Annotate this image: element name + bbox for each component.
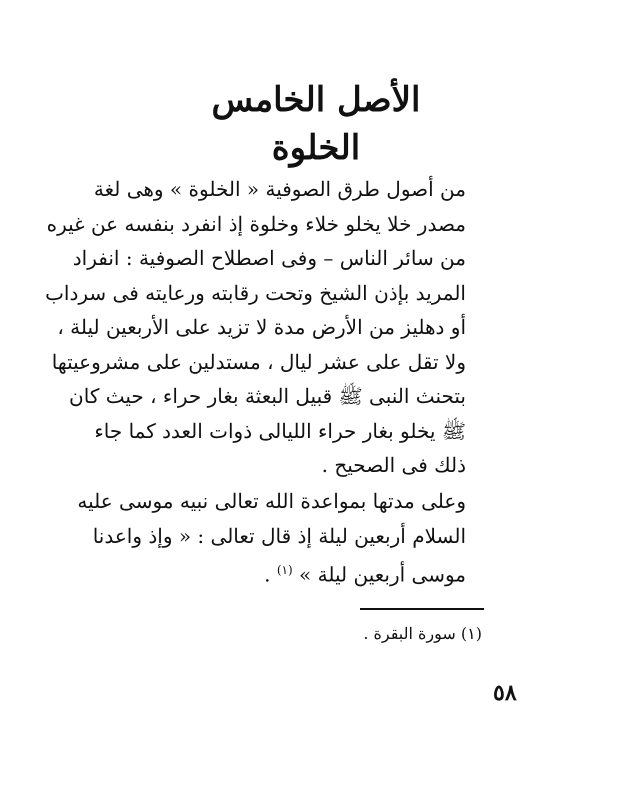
paragraph-1-line: أو دهليز من الأرض مدة لا تزيد على الأربعين ليلة ،: [57, 315, 466, 339]
paragraph-2-last-line: [148, 553, 466, 592]
chapter-title: الأصل الخامس: [211, 80, 421, 120]
paragraph-1-line: مصدر خلا يخلو خلاء وخلوة إذ انفرد بنفسه عن غيره: [46, 211, 466, 236]
chapter-subtitle: الخلوة: [271, 128, 361, 168]
paragraph-1: [45, 172, 466, 483]
page-number: ٥٨: [493, 680, 517, 706]
footnote: (١) سورة البقرة .: [363, 624, 482, 643]
paragraph-1-line: ﷺ يخلو بغار حراء الليالى ذوات العدد كما جاء: [94, 418, 466, 443]
footnote-divider: [360, 608, 484, 610]
paragraph-1-line: بتحنث النبى ﷺ قبيل البعثة بغار حراء ، حيث كان: [69, 384, 466, 408]
paragraph-1-line: ذلك فى الصحيح .: [321, 453, 466, 477]
paragraph-2: [77, 484, 466, 592]
paragraph-1-line: ولا تقل على عشر ليال ، مستدلين على مشروعيتها: [51, 349, 466, 374]
paragraph-2-line: وعلى مدتها بمواعدة الله تعالى نبيه موسى عليه: [77, 489, 466, 513]
paragraph-2-line: السلام أربعين ليلة إذ قال تعالى : « وإذ واعدنا: [92, 523, 466, 548]
footnote-ref: (١): [276, 563, 293, 577]
quote-text: موسى أربعين ليلة »: [299, 562, 466, 587]
paragraph-1-line: من أصول طرق الصوفية « الخلوة » وهى لغة: [93, 177, 466, 201]
paragraph-1-line: المريد بإذن الشيخ وتحت رقابته ورعايته فى سرداب: [45, 280, 466, 305]
paragraph-1-line: من سائر الناس – وفى اصطلاح الصوفية : انفراد: [72, 246, 466, 270]
period: .: [264, 562, 271, 587]
